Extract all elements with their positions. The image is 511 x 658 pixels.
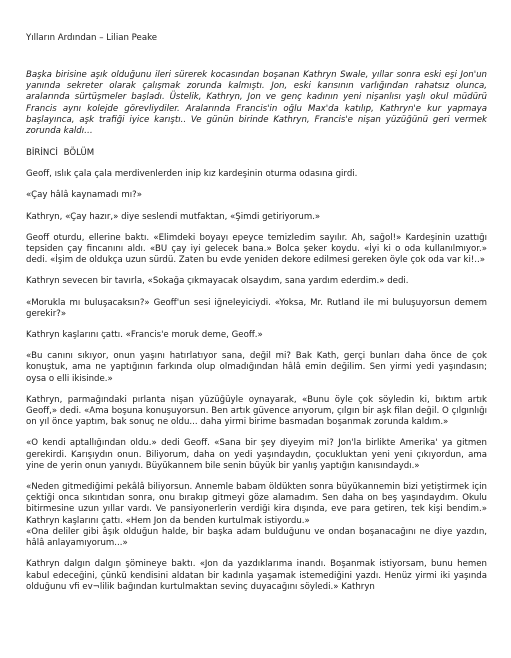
paragraph: «Morukla mı buluşacaksın?» Geoff'un sesi iğneleyiciydi. «Yoksa, Mr. Rutland ile mi buluşuyorsun demem gerekir?»: [26, 297, 487, 319]
paragraph: Kathryn, parmağındaki pırlanta nişan yüzüğüyle oynayarak, «Bunu öyle çok söyledin ki, bıktım artık Geoff,» dedi. «Ama boşuna konuşuyorsun. Ben artık güvence arıyorum, çılgın bir aşk filan değil. O çılgınlığı on yıl önce yaptım, bak sonuç ne oldu... daha yirmi birime basmadan boşanmak zorunda kaldım.»: [26, 394, 487, 428]
paragraph: Kathryn dalgın dalgın şömineye baktı. «Jon da yazdıklarıma inandı. Boşanmak istiyorsam, bunu hemen kabul edeceğini, çünkü kendisini aldatan bir kadınla yaşamak istemediğini yazdı. Henüz yirmi iki yaşında olduğunu vfi ev¬lilik bağından kurtulmaktan sevinç duyacağını söyledi.» Kathryn: [26, 559, 487, 592]
paragraph: «Bu canını sıkıyor, onun yaşını hatırlatıyor sana, değil mi? Bak Kath, gerçi bunları daha önce de çok konuştuk, ama ne yaptığının farkında olup olmadığından hâlâ emin değilim. Sen yirmi yedi yaşındasın; oysa o elli ikisinde.»: [26, 351, 487, 384]
paragraph: «Çay hâlâ kaynamadı mı?»: [26, 190, 142, 201]
paragraph: «Neden gitmediğimi pekâlâ biliyorsun. Annemle babam öldükten sonra büyükannemin bizi yetiştirmek için çektiği onca sıkıntıdan sonra, onu bırakıp gitmeyi göze alamadım. Sen daha on beş yaşındaydım. Okulu bitirmesine uzun yıllar vardı. Ve pansiyonerlerin verdiği kira dışında, eve para getiren, tek kişi bendim.» Kathryn kaşlarını çattı. «Hem Jon da benden kurtulmak istiyordu.»: [26, 482, 487, 526]
paragraph: Kathryn, «Çay hazır,» diye seslendi mutfaktan, «Şimdi getiriyorum.»: [26, 211, 321, 222]
paragraph: «O kendi aptallığından oldu.» dedi Geoff. «Sana bir şey diyeyim mi? Jon'la birlikte Amerika' ya gitmen gerekirdi. Karışıydın onun. Biliyorum, daha on yedi yaşındaydın, çocukluktan yeni yeni çıkıyordun, ama yine de yerin onun yanıydı. Büyükannem bile senin büyük bir yanlış yaptığın kanısındaydı.»: [26, 438, 487, 471]
paragraph: Kathryn sevecen bir tavırla, «Sokağa çıkmayacak olsaydım, sana yardım ederdim.» dedi.: [26, 276, 409, 287]
paragraph: Kathryn kaşlarını çattı. «Francis'e moruk deme, Geoff.»: [26, 330, 263, 341]
book-synopsis: Başka birisine aşık olduğunu ileri sürerek kocasından boşanan Kathryn Swale, yıllar sonra eski eşi Jon'un yanında sekreter olarak çalışmak zorunda kalmıştı. Jon, eski karısının varlığından rahatsız olunca, aralarında sürtüşmeler başladı. Üstelik, Kathryn, Jon ve genç kadının yeni nişanlısı yaşlı okul müdürü Francis aynı kolejde görevliydiler. Aralarında Francis'in oğlu Max'da katılıp, Kathryn'e kur yapmaya başlayınca, aşk trafiği iyice karıştı.. Ve günün birinde Kathryn, Francis'e nişan yüzüğünü geri vermek zorunda kaldı…: [26, 70, 487, 137]
chapter-heading: BİRİNCİ BÖLÜM: [26, 148, 95, 159]
paragraph: Geoff oturdu, ellerine baktı. «Elimdeki boyayı epeyce temizledim sayılır. Ah, sağol!» Kardeşinin uzattığı tepsiden çay fincanını aldı. «BU çay iyi gelecek bana.» Bolca şeker koydu. «İyi ki o oda kullanılmıyor.» dedi. «İşim de oldukça uzun sürdü. Zaten bu evde yeniden dekore edilmesi gereken öyle çok oda var ki!..»: [26, 232, 487, 266]
book-title: Yılların Ardından – Lilian Peake: [26, 33, 158, 43]
paragraph: «Ona deliler gibi âşık olduğun halde, bir başka adam bulduğunu ve ondan boşanacağını ne diye yazdın, hâlâ anlayamıyorum...»: [26, 526, 487, 549]
paragraph: Geoff, ıslık çala çala merdivenlerden inip kız kardeşinin oturma odasına girdi.: [26, 169, 358, 180]
